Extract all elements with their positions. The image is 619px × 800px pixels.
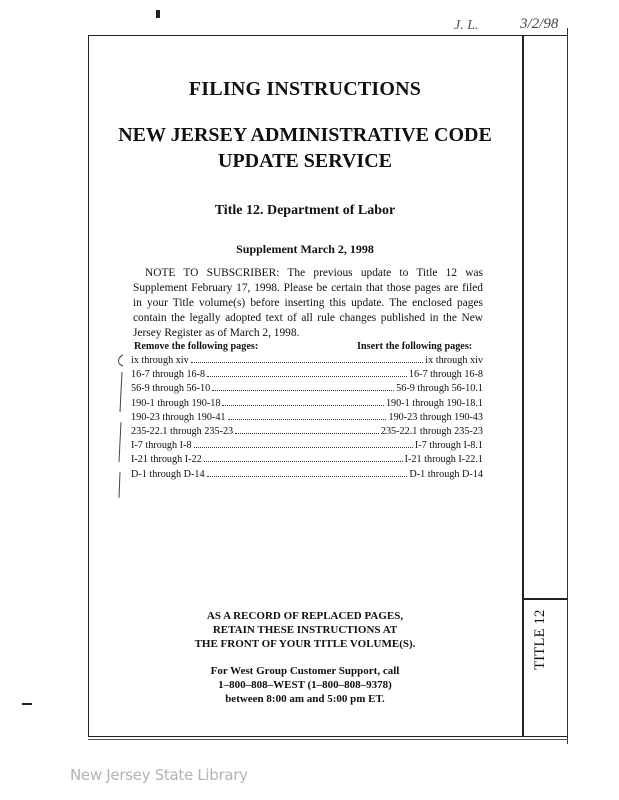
remove-pages: I-21 through I-22 <box>131 454 202 466</box>
remove-pages: 56-9 through 56-10 <box>131 383 211 395</box>
bottom-rule <box>88 739 568 740</box>
record-line: THE FRONT OF YOUR TITLE VOLUME(S). <box>194 638 416 650</box>
pages-table <box>131 355 483 483</box>
insert-pages: 16-7 through 16-8 <box>408 369 483 381</box>
remove-pages: 190-23 through 190-41 <box>131 411 226 423</box>
table-row <box>131 398 483 412</box>
remove-pages: 16-7 through 16-8 <box>131 369 206 381</box>
support-line: 1–800–808–WEST (1–800–808–9378) <box>218 679 392 691</box>
support-line: For West Group Customer Support, call <box>210 665 400 677</box>
title-tab-label: TITLE 12 <box>532 609 548 670</box>
subtitle-line-2: UPDATE SERVICE <box>218 150 392 172</box>
insert-pages: I-21 through I-22.1 <box>404 454 483 466</box>
insert-column-header: Insert the following pages: <box>357 341 473 352</box>
scan-speck <box>156 10 160 18</box>
record-line: RETAIN THESE INSTRUCTIONS AT <box>212 624 398 636</box>
supplement-date: Supplement March 2, 1998 <box>236 242 374 256</box>
remove-pages: I-7 through I-8 <box>131 440 192 452</box>
remove-pages: D-1 through D-14 <box>131 468 205 480</box>
scan-speck <box>22 703 32 705</box>
remove-pages: 190-1 through 190-18 <box>131 397 221 409</box>
table-row <box>131 412 483 426</box>
record-line: AS A RECORD OF REPLACED PAGES, <box>206 610 404 622</box>
table-row <box>131 355 483 369</box>
remove-column-header: Remove the following pages: <box>134 341 259 352</box>
handwritten-initials: J. L. <box>454 18 479 33</box>
subtitle-line-1: NEW JERSEY ADMINISTRATIVE CODE <box>118 124 492 146</box>
insert-pages: 190-23 through 190-43 <box>388 411 483 423</box>
remove-pages: 235-22.1 through 235-23 <box>131 425 234 437</box>
library-footer: New Jersey State Library <box>70 766 248 784</box>
table-row <box>131 469 483 483</box>
support-notice <box>88 664 522 706</box>
insert-pages: 190-1 through 190-18.1 <box>385 397 483 409</box>
insert-pages: I-7 through I-8.1 <box>414 440 483 452</box>
record-notice <box>88 609 522 651</box>
remove-pages: ix through xiv <box>131 355 189 366</box>
table-row <box>131 454 483 468</box>
insert-pages: ix through xiv <box>425 355 483 366</box>
table-row <box>131 383 483 397</box>
page-title: FILING INSTRUCTIONS <box>188 78 422 100</box>
table-row <box>131 426 483 440</box>
title-department: Title 12. Department of Labor <box>214 203 396 218</box>
tab-divider <box>522 36 524 736</box>
tab-separator <box>522 598 567 600</box>
insert-pages: 56-9 through 56-10.1 <box>396 383 483 395</box>
table-row <box>131 440 483 454</box>
handwritten-date: 3/2/98 <box>520 16 559 32</box>
insert-pages: 235-22.1 through 235-23 <box>380 425 483 437</box>
frame-right-edge <box>567 28 568 744</box>
support-line: between 8:00 am and 5:00 pm ET. <box>225 693 385 705</box>
table-row <box>131 369 483 383</box>
note-to-subscriber: NOTE TO SUBSCRIBER: The previous update to Title 12 was Supplement February 17, 1998. Please be certain that those pages are filed in your Title volume(s) before inserting this update. The enclosed pages contain the legally adopted text of all rule changes published in the New Jersey Register as of March 2, 1998. <box>133 267 483 339</box>
insert-pages: D-1 through D-14 <box>409 468 483 480</box>
margin-bracket-mark <box>114 352 128 502</box>
